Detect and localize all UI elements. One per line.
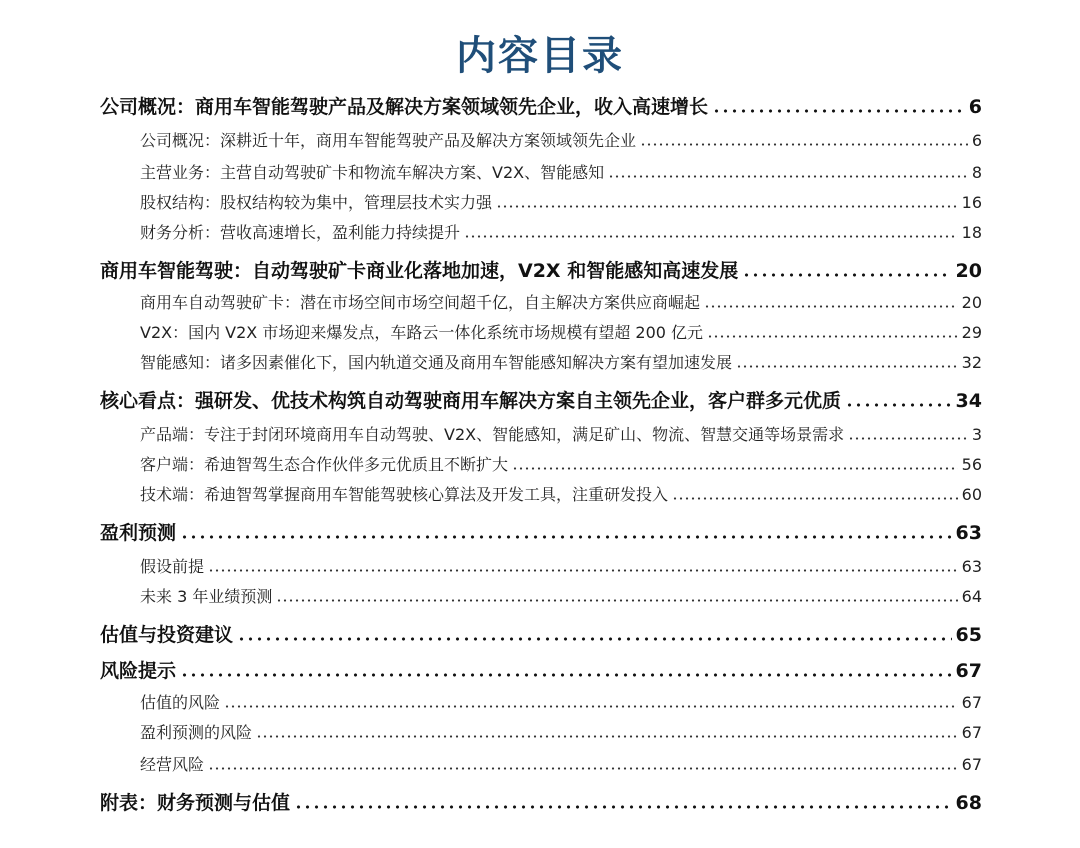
toc-page-number: 20: [955, 260, 982, 282]
toc-leader-dots: [704, 294, 958, 308]
toc-page-number: 29: [961, 323, 982, 342]
toc-leader-dots: [208, 558, 958, 572]
toc-leader-dots: [464, 224, 958, 238]
toc-entry-subsection[interactable]: [140, 690, 982, 713]
toc-page-number: 20: [961, 293, 982, 312]
toc-entry-section[interactable]: [100, 788, 982, 815]
toc-leader-dots: [848, 426, 968, 440]
toc-page-number: 64: [961, 587, 982, 606]
toc-entry-label: 未来 3 年业绩预测: [140, 587, 273, 606]
toc-entry-label: 客户端：希迪智驾生态合作伙伴多元优质且不断扩大: [140, 455, 509, 474]
toc-entry-subsection[interactable]: [140, 720, 982, 743]
toc-entry-label: 公司概况：商用车智能驾驶产品及解决方案领域领先企业，收入高速增长: [100, 96, 709, 118]
toc-entry-label: 产品端：专注于封闭环境商用车自动驾驶、V2X、智能感知，满足矿山、物流、智慧交通等场景需求: [140, 425, 845, 444]
toc-entry-label: 商用车自动驾驶矿卡：潜在市场空间市场空间超千亿，自主解决方案供应商崛起: [140, 293, 701, 312]
toc-entry-subsection[interactable]: [140, 584, 982, 607]
toc-leader-dots: [712, 96, 965, 113]
toc-entry-subsection[interactable]: [140, 482, 982, 505]
toc-entry-section[interactable]: [100, 620, 982, 647]
toc-page-number: 67: [955, 660, 982, 682]
toc-leader-dots: [845, 390, 952, 407]
toc-page-number: 68: [955, 792, 982, 814]
toc-page-number: 8: [971, 163, 982, 182]
toc-page-number: 65: [955, 624, 982, 646]
toc-page-number: 67: [961, 755, 982, 774]
toc-leader-dots: [276, 588, 957, 602]
toc-page-number: 67: [961, 723, 982, 742]
toc-leader-dots: [180, 522, 952, 539]
toc-entry-section[interactable]: [100, 656, 982, 683]
toc-entry-label: 估值与投资建议: [100, 624, 234, 646]
toc-entry-label: 假设前提: [140, 557, 205, 576]
toc-entry-subsection[interactable]: [140, 128, 982, 151]
toc-leader-dots: [208, 756, 958, 770]
toc-page-number: 60: [961, 485, 982, 504]
toc-entry-section[interactable]: [100, 518, 982, 545]
toc-leader-dots: [512, 456, 958, 470]
toc-entry-label: 盈利预测的风险: [140, 723, 253, 742]
toc-entry-subsection[interactable]: [140, 752, 982, 775]
toc-leader-dots: [256, 724, 958, 738]
toc-entry-label: 盈利预测: [100, 522, 177, 544]
toc-entry-label: 估值的风险: [140, 693, 221, 712]
page-title: 内容目录: [456, 33, 624, 79]
toc-entry-section[interactable]: [100, 92, 982, 119]
toc-page-number: 56: [961, 455, 982, 474]
toc-entry-label: V2X：国内 V2X 市场迎来爆发点，车路云一体化系统市场规模有望超 200 亿元: [140, 323, 704, 342]
toc-page-number: 3: [971, 425, 982, 444]
toc-entry-section[interactable]: [100, 386, 982, 413]
toc-entry-subsection[interactable]: [140, 350, 982, 373]
toc-entry-subsection[interactable]: [140, 320, 982, 343]
toc-leader-dots: [736, 354, 958, 368]
toc-entry-subsection[interactable]: [140, 554, 982, 577]
toc-leader-dots: [707, 324, 958, 338]
toc-entry-label: 风险提示: [100, 660, 177, 682]
toc-entry-label: 智能感知：诸多因素催化下，国内轨道交通及商用车智能感知解决方案有望加速发展: [140, 353, 733, 372]
toc-entry-subsection[interactable]: [140, 220, 982, 243]
toc-page-number: 6: [968, 96, 982, 118]
toc-leader-dots: [237, 624, 952, 641]
toc-leader-dots: [640, 132, 968, 146]
toc-page-number: 63: [961, 557, 982, 576]
toc-page-number: 18: [961, 223, 982, 242]
toc-leader-dots: [608, 164, 968, 178]
toc-page-number: 6: [971, 131, 982, 150]
toc-entry-label: 股权结构：股权结构较为集中，管理层技术实力强: [140, 193, 493, 212]
toc-leader-dots: [496, 194, 958, 208]
toc-entry-label: 技术端：希迪智驾掌握商用车智能驾驶核心算法及开发工具，注重研发投入: [140, 485, 669, 504]
toc-leader-dots: [224, 694, 958, 708]
toc-entry-label: 主营业务：主营自动驾驶矿卡和物流车解决方案、V2X、智能感知: [140, 163, 605, 182]
toc-entry-label: 公司概况：深耕近十年，商用车智能驾驶产品及解决方案领域领先企业: [140, 131, 637, 150]
toc-entry-subsection[interactable]: [140, 190, 982, 213]
toc-page-number: 32: [961, 353, 982, 372]
toc-leader-dots: [294, 792, 952, 809]
toc-page-number: 63: [955, 522, 982, 544]
toc-entry-label: 商用车智能驾驶：自动驾驶矿卡商业化落地加速，V2X 和智能感知高速发展: [100, 260, 739, 282]
toc-entry-subsection[interactable]: [140, 290, 982, 313]
toc-leader-dots: [672, 486, 958, 500]
toc-entry-subsection[interactable]: [140, 452, 982, 475]
toc-leader-dots: [742, 260, 951, 277]
toc-entry-subsection[interactable]: [140, 160, 982, 183]
toc-entry-label: 核心看点：强研发、优技术构筑自动驾驶商用车解决方案自主领先企业，客户群多元优质: [100, 390, 842, 412]
toc-entry-subsection[interactable]: [140, 422, 982, 445]
toc-entry-section[interactable]: [100, 256, 982, 283]
toc-entry-label: 经营风险: [140, 755, 205, 774]
toc-leader-dots: [180, 660, 952, 677]
toc-entry-label: 财务分析：营收高速增长，盈利能力持续提升: [140, 223, 461, 242]
toc-page-number: 34: [955, 390, 982, 412]
toc-page-number: 16: [961, 193, 982, 212]
toc-entry-label: 附表：财务预测与估值: [100, 792, 291, 814]
toc-page-number: 67: [961, 693, 982, 712]
